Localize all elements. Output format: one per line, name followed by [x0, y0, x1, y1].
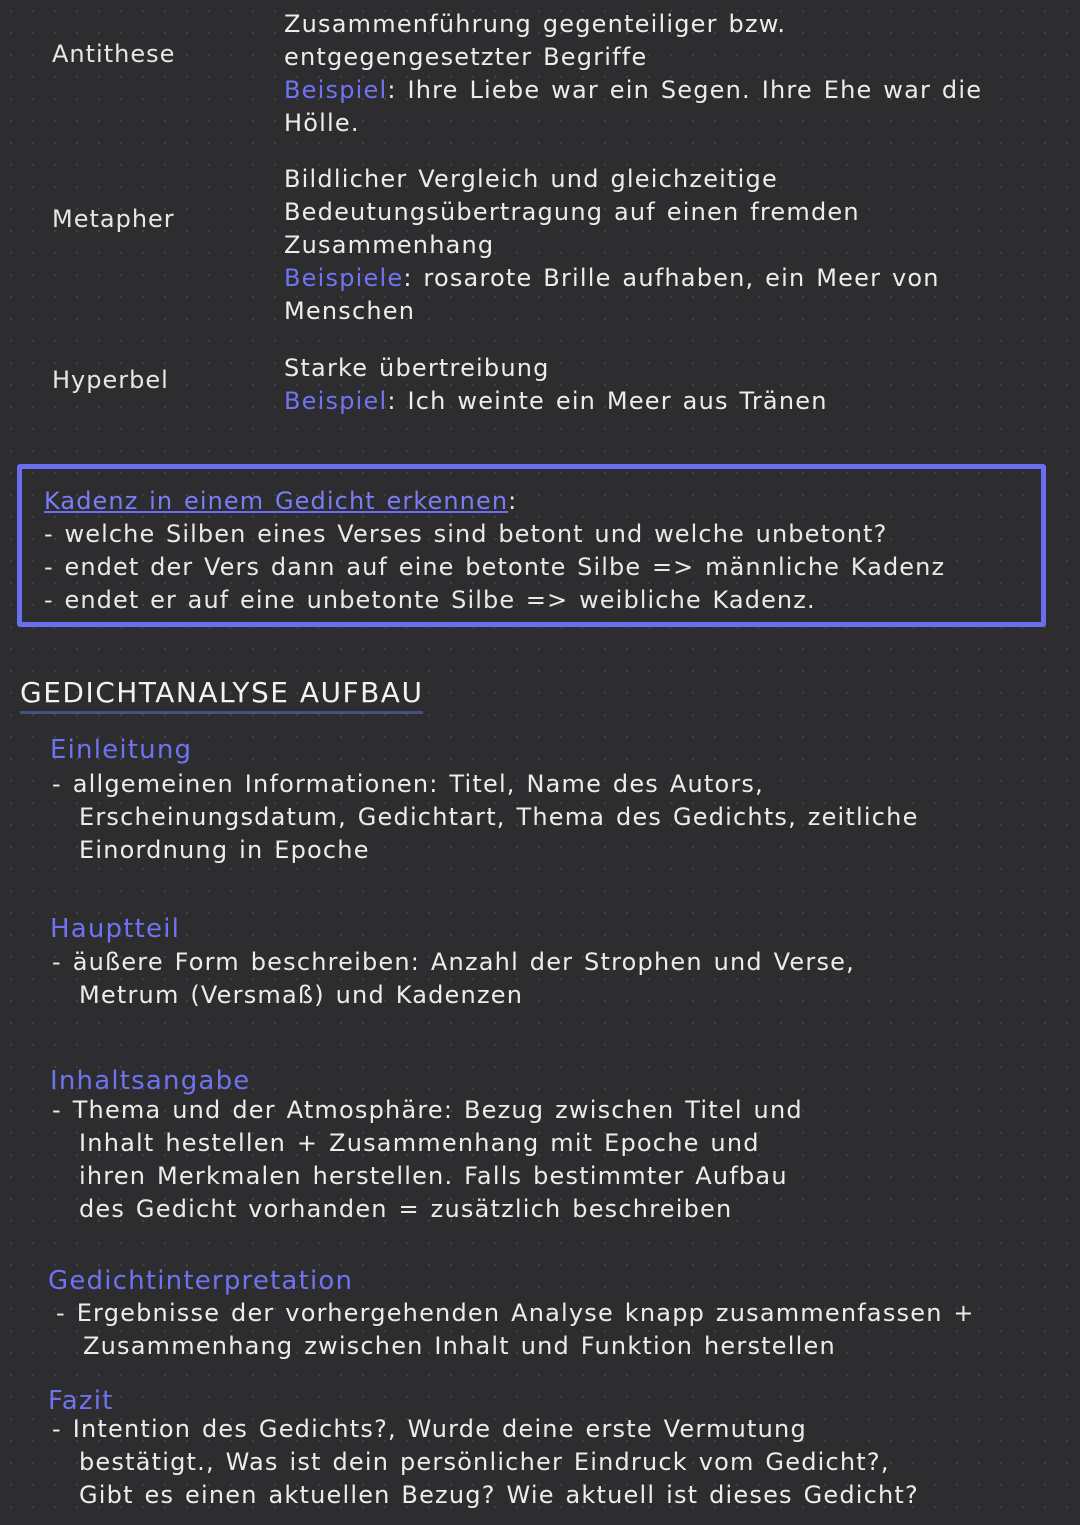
section-line: Erscheinungsdatum, Gedichtart, Thema des Gedichts, zeitliche — [79, 803, 919, 831]
section-title-inhaltsangabe: Inhaltsangabe — [50, 1066, 251, 1096]
section-line: Metrum (Versmaß) und Kadenzen — [79, 981, 524, 1009]
kadenz-title: Kadenz in einem Gedicht erkennen — [44, 487, 509, 515]
term-antithese: Antithese — [52, 40, 176, 68]
definition-hyperbel — [284, 352, 1064, 418]
section-line: Gibt es einen aktuellen Bezug? Wie aktuell ist dieses Gedicht? — [79, 1481, 919, 1509]
kadenz-line: - endet der Vers dann auf eine betonte Silbe => männliche Kadenz — [44, 553, 946, 581]
definition-line: Bedeutungsübertragung auf einen fremden — [284, 198, 860, 226]
section-body-gedichtinterpretation — [56, 1297, 975, 1363]
section-line: ihren Merkmalen herstellen. Falls bestimmter Aufbau — [79, 1162, 788, 1190]
definition-line: entgegengesetzter Begriffe — [284, 43, 648, 71]
section-title-fazit: Fazit — [48, 1386, 114, 1416]
section-heading: GEDICHTANALYSE AUFBAU — [20, 676, 423, 714]
section-line: Einordnung in Epoche — [79, 836, 370, 864]
section-line: - Ergebnisse der vorhergehenden Analyse knapp zusammenfassen + — [56, 1299, 975, 1327]
definition-metapher — [284, 163, 1064, 328]
section-body-inhaltsangabe — [52, 1094, 803, 1226]
example-label: Beispiele — [284, 264, 404, 292]
example-line: Menschen — [284, 297, 416, 325]
section-line: Inhalt hestellen + Zusammenhang mit Epoche und — [79, 1129, 760, 1157]
section-line: - äußere Form beschreiben: Anzahl der Strophen und Verse, — [52, 948, 855, 976]
definition-line: Bildlicher Vergleich und gleichzeitige — [284, 165, 778, 193]
section-line: - Intention des Gedichts?, Wurde deine erste Vermutung — [52, 1415, 807, 1443]
section-body-fazit — [52, 1413, 919, 1512]
section-body-einleitung — [52, 768, 919, 867]
kadenz-line: - welche Silben eines Verses sind betont und welche unbetont? — [44, 520, 888, 548]
kadenz-info-box — [17, 464, 1046, 627]
section-line: - Thema und der Atmosphäre: Bezug zwischen Titel und — [52, 1096, 803, 1124]
kadenz-colon: : — [508, 487, 518, 515]
definition-line: Zusammenhang — [284, 231, 495, 259]
example-line: Hölle. — [284, 109, 360, 137]
example-label: Beispiel — [284, 76, 388, 104]
section-body-hauptteil — [52, 946, 855, 1012]
definition-line: Starke übertreibung — [284, 354, 550, 382]
example-line — [284, 74, 1064, 107]
example-line — [284, 262, 1064, 295]
definition-line: Zusammenführung gegenteiliger bzw. — [284, 10, 787, 38]
definition-antithese — [284, 8, 1064, 140]
example-text: : Ich weinte ein Meer aus Tränen — [387, 387, 828, 415]
section-line: bestätigt., Was ist dein persönlicher Eindruck vom Gedicht?, — [79, 1448, 890, 1476]
term-hyperbel: Hyperbel — [52, 366, 169, 394]
example-text: : rosarote Brille aufhaben, ein Meer von — [403, 264, 940, 292]
section-line: - allgemeinen Informationen: Titel, Name des Autors, — [52, 770, 764, 798]
section-title-hauptteil: Hauptteil — [50, 914, 181, 944]
example-line — [284, 385, 1064, 418]
section-line: Zusammenhang zwischen Inhalt und Funktion herstellen — [83, 1332, 836, 1360]
section-line: des Gedicht vorhanden = zusätzlich beschreiben — [79, 1195, 733, 1223]
kadenz-title-line — [44, 485, 1041, 518]
example-label: Beispiel — [284, 387, 388, 415]
section-title-einleitung: Einleitung — [50, 735, 193, 765]
kadenz-line: - endet er auf eine unbetonte Silbe => weibliche Kadenz. — [44, 586, 816, 614]
section-title-gedichtinterpretation: Gedichtinterpretation — [48, 1266, 354, 1296]
example-text: : Ihre Liebe war ein Segen. Ihre Ehe war die — [387, 76, 983, 104]
term-metapher: Metapher — [52, 205, 175, 233]
